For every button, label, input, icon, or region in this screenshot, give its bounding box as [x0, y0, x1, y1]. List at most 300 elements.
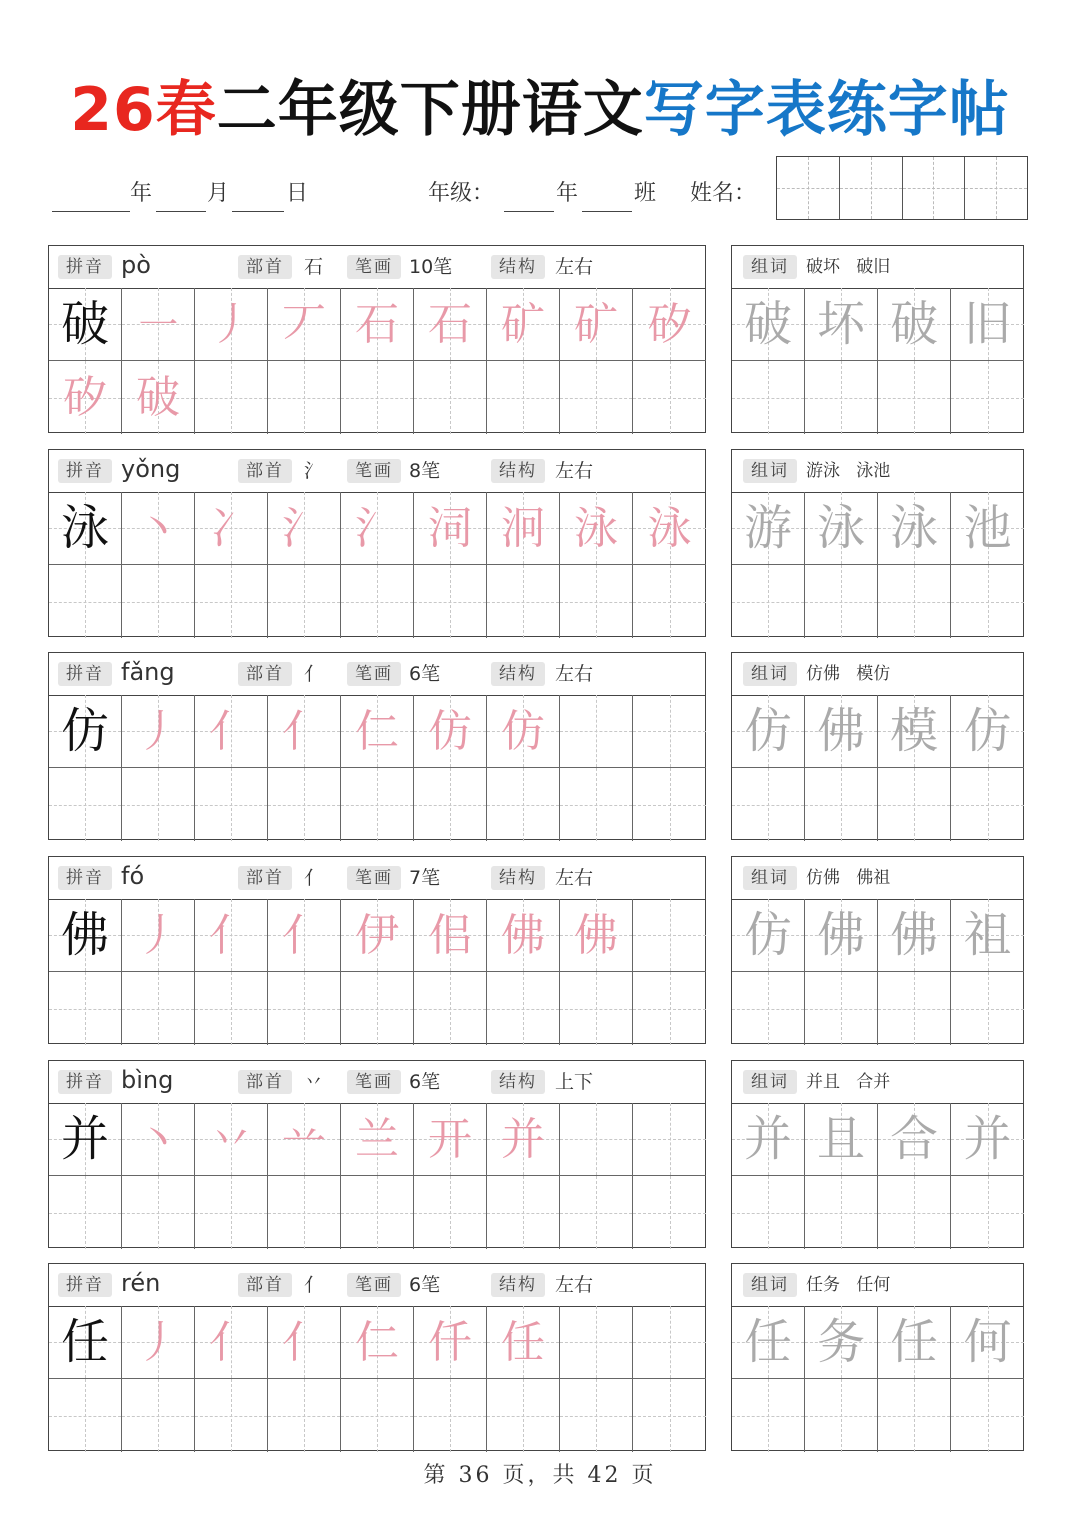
word-practice-cell[interactable] — [878, 361, 951, 434]
stroke-step-character: 䒑 — [282, 1114, 326, 1165]
practice-cell[interactable] — [122, 565, 195, 638]
word-practice-cell[interactable] — [878, 1176, 951, 1249]
practice-cell[interactable] — [195, 695, 268, 768]
char-block-0 — [48, 245, 706, 433]
word-practice-cell[interactable] — [951, 288, 1024, 361]
char-info-header — [49, 1061, 705, 1104]
practice-cell[interactable] — [268, 1176, 341, 1249]
practice-cell[interactable] — [195, 1176, 268, 1249]
day-field[interactable] — [232, 176, 284, 212]
practice-cell[interactable] — [560, 1176, 633, 1249]
radical-tag: 部首 — [238, 866, 292, 890]
pinyin-value: bìng — [121, 1066, 174, 1094]
practice-cell[interactable] — [341, 899, 414, 972]
word-practice-cell[interactable] — [878, 695, 951, 768]
practice-grid — [49, 1103, 705, 1247]
title-suffix: 写字表练字帖 — [643, 75, 1010, 145]
word-trace-character: 务 — [816, 1314, 865, 1370]
word-trace-character: 且 — [816, 1111, 865, 1167]
practice-cell[interactable] — [487, 1103, 560, 1176]
words-tag: 组词 — [743, 255, 797, 279]
practice-cell[interactable] — [341, 1103, 414, 1176]
practice-cell[interactable] — [268, 288, 341, 361]
practice-cell[interactable] — [49, 695, 122, 768]
year-label: 年 — [130, 181, 153, 206]
char-block-1 — [48, 449, 706, 637]
word-practice-cell[interactable] — [951, 361, 1024, 434]
practice-cell[interactable] — [414, 972, 487, 1045]
month-field[interactable] — [156, 176, 206, 212]
word-practice-cell[interactable] — [805, 1306, 878, 1379]
practice-cell[interactable] — [268, 1379, 341, 1452]
word-block-2 — [731, 652, 1024, 840]
practice-cell[interactable] — [633, 361, 706, 434]
strokes-tag: 笔画 — [347, 662, 401, 686]
practice-cell[interactable] — [49, 565, 122, 638]
words-value: 游泳 泳池 — [806, 461, 891, 481]
word-trace-character: 模 — [889, 703, 938, 759]
practice-cell[interactable] — [49, 1306, 122, 1379]
strokes-value: 8笔 — [409, 460, 441, 482]
word-trace-character: 游 — [743, 500, 792, 556]
practice-cell[interactable] — [341, 768, 414, 841]
practice-cell[interactable] — [122, 768, 195, 841]
stroke-step-character: 亻 — [209, 1317, 253, 1368]
word-practice-cell[interactable] — [878, 492, 951, 565]
practice-grid — [49, 492, 705, 636]
word-practice-cell[interactable] — [878, 1379, 951, 1452]
practice-cell[interactable] — [560, 1306, 633, 1379]
practice-cell[interactable] — [633, 565, 706, 638]
practice-cell[interactable] — [195, 565, 268, 638]
structure-tag: 结构 — [491, 459, 545, 483]
practice-cell[interactable] — [341, 288, 414, 361]
practice-cell[interactable] — [49, 1379, 122, 1452]
radical-tag: 部首 — [238, 1273, 292, 1297]
model-character: 泳 — [60, 500, 109, 556]
word-practice-cell[interactable] — [951, 492, 1024, 565]
word-practice-cell[interactable] — [805, 1176, 878, 1249]
stroke-step-character: 仿 — [501, 706, 545, 757]
practice-cell[interactable] — [49, 972, 122, 1045]
practice-cell[interactable] — [560, 1103, 633, 1176]
word-practice-cell[interactable] — [878, 768, 951, 841]
word-trace-character: 祖 — [963, 907, 1012, 963]
grade-label: 年级： — [428, 181, 495, 206]
practice-cell[interactable] — [414, 695, 487, 768]
practice-cell[interactable] — [195, 361, 268, 434]
practice-cell[interactable] — [633, 1379, 706, 1452]
practice-cell[interactable] — [414, 288, 487, 361]
practice-cell[interactable] — [122, 1176, 195, 1249]
name-box[interactable] — [776, 156, 1028, 220]
word-trace-character: 仿 — [743, 703, 792, 759]
practice-cell[interactable] — [341, 361, 414, 434]
word-trace-character: 何 — [963, 1314, 1012, 1370]
word-header — [732, 1264, 1023, 1307]
practice-cell[interactable] — [487, 768, 560, 841]
word-trace-character: 佛 — [816, 703, 865, 759]
model-character: 佛 — [60, 907, 109, 963]
practice-cell[interactable] — [195, 1103, 268, 1176]
stroke-step-character: 矽 — [647, 299, 692, 350]
word-practice-cell[interactable] — [878, 972, 951, 1045]
word-practice-grid — [732, 492, 1023, 636]
practice-cell[interactable] — [122, 899, 195, 972]
practice-cell[interactable] — [487, 492, 560, 565]
practice-cell[interactable] — [633, 1176, 706, 1249]
class-field[interactable] — [582, 176, 632, 212]
practice-cell[interactable] — [268, 1306, 341, 1379]
stroke-step-character: 仁 — [355, 706, 399, 757]
practice-cell[interactable] — [122, 695, 195, 768]
grade-field[interactable] — [504, 176, 554, 212]
word-practice-cell[interactable] — [878, 1306, 951, 1379]
stroke-step-character: 石 — [355, 299, 399, 350]
word-practice-grid — [732, 1103, 1023, 1247]
word-practice-cell[interactable] — [951, 1379, 1024, 1452]
char-block-2 — [48, 652, 706, 840]
stroke-step-character: 亻 — [282, 706, 326, 757]
word-trace-character: 泳 — [816, 500, 865, 556]
word-practice-cell[interactable] — [732, 1103, 805, 1176]
word-practice-cell[interactable] — [805, 695, 878, 768]
pinyin-value: rén — [121, 1269, 161, 1297]
stroke-step-character: 泂 — [501, 503, 545, 554]
structure-value: 左右 — [555, 1274, 594, 1296]
stroke-step-character: 任 — [501, 1317, 545, 1368]
words-value: 仿佛 佛祖 — [806, 868, 891, 888]
word-practice-cell[interactable] — [951, 972, 1024, 1045]
word-header — [732, 450, 1023, 493]
char-block-5 — [48, 1263, 706, 1451]
practice-cell[interactable] — [487, 1379, 560, 1452]
word-block-0 — [731, 245, 1024, 433]
practice-cell[interactable] — [633, 899, 706, 972]
word-practice-cell[interactable] — [732, 288, 805, 361]
practice-cell[interactable] — [560, 492, 633, 565]
stroke-step-character: 氵 — [282, 503, 326, 554]
practice-cell[interactable] — [341, 972, 414, 1045]
structure-value: 左右 — [555, 256, 594, 278]
word-practice-cell[interactable] — [805, 1103, 878, 1176]
practice-cell[interactable] — [487, 899, 560, 972]
page-footer: 第 36 页，共 42 页 — [423, 1463, 657, 1488]
practice-cell[interactable] — [268, 695, 341, 768]
practice-cell[interactable] — [195, 1379, 268, 1452]
stroke-step-character: 并 — [501, 1114, 545, 1165]
practice-cell[interactable] — [122, 492, 195, 565]
word-practice-cell[interactable] — [951, 899, 1024, 972]
stroke-step-character: 佛 — [501, 910, 545, 961]
practice-cell[interactable] — [122, 1379, 195, 1452]
stroke-step-character: 丿 — [136, 1317, 180, 1368]
word-practice-cell[interactable] — [805, 288, 878, 361]
word-block-5 — [731, 1263, 1024, 1451]
practice-cell[interactable] — [122, 972, 195, 1045]
word-trace-character: 仿 — [963, 703, 1012, 759]
practice-cell[interactable] — [414, 492, 487, 565]
words-tag: 组词 — [743, 1070, 797, 1094]
practice-cell[interactable] — [195, 492, 268, 565]
word-practice-cell[interactable] — [732, 565, 805, 638]
practice-cell[interactable] — [560, 899, 633, 972]
word-practice-cell[interactable] — [951, 1306, 1024, 1379]
word-practice-cell[interactable] — [805, 1379, 878, 1452]
word-practice-cell[interactable] — [732, 1379, 805, 1452]
practice-cell[interactable] — [487, 972, 560, 1045]
practice-cell[interactable] — [195, 288, 268, 361]
pinyin-tag: 拼音 — [58, 662, 112, 686]
structure-tag: 结构 — [491, 255, 545, 279]
char-block-3 — [48, 856, 706, 1044]
words-tag: 组词 — [743, 459, 797, 483]
word-practice-cell[interactable] — [878, 1103, 951, 1176]
practice-cell[interactable] — [268, 768, 341, 841]
word-practice-cell[interactable] — [951, 695, 1024, 768]
word-practice-grid — [732, 1306, 1023, 1450]
word-trace-character: 任 — [743, 1314, 792, 1370]
strokes-value: 10笔 — [409, 256, 453, 278]
practice-cell[interactable] — [122, 1103, 195, 1176]
stroke-step-character: 冫 — [209, 503, 253, 554]
practice-cell[interactable] — [341, 1176, 414, 1249]
word-practice-grid — [732, 288, 1023, 432]
pinyin-tag: 拼音 — [58, 1273, 112, 1297]
practice-cell[interactable] — [633, 768, 706, 841]
structure-value: 左右 — [555, 867, 594, 889]
practice-cell[interactable] — [341, 1379, 414, 1452]
practice-cell[interactable] — [414, 768, 487, 841]
word-practice-cell[interactable] — [732, 1176, 805, 1249]
name-label: 姓名： — [690, 181, 757, 206]
practice-cell[interactable] — [49, 492, 122, 565]
day-label: 日 — [286, 181, 309, 206]
stroke-step-character: 丶 — [136, 1114, 180, 1165]
practice-cell[interactable] — [341, 695, 414, 768]
practice-cell[interactable] — [560, 768, 633, 841]
model-character: 破 — [60, 296, 109, 352]
structure-tag: 结构 — [491, 1273, 545, 1297]
stroke-step-character: 丷 — [209, 1114, 253, 1165]
word-practice-cell[interactable] — [805, 899, 878, 972]
practice-cell[interactable] — [633, 1103, 706, 1176]
structure-tag: 结构 — [491, 866, 545, 890]
practice-cell[interactable] — [633, 695, 706, 768]
practice-grid — [49, 695, 705, 839]
word-practice-cell[interactable] — [805, 972, 878, 1045]
practice-cell[interactable] — [560, 565, 633, 638]
practice-cell[interactable] — [487, 695, 560, 768]
practice-cell[interactable] — [49, 288, 122, 361]
stroke-step-character: 泳 — [574, 503, 618, 554]
word-block-4 — [731, 1060, 1024, 1248]
word-block-1 — [731, 449, 1024, 637]
words-tag: 组词 — [743, 1273, 797, 1297]
stroke-step-character: 矽 — [63, 372, 107, 423]
structure-tag: 结构 — [491, 1070, 545, 1094]
stroke-step-character: 仁 — [355, 1317, 399, 1368]
words-value: 破坏 破旧 — [806, 257, 891, 277]
practice-cell[interactable] — [560, 288, 633, 361]
practice-cell[interactable] — [268, 1103, 341, 1176]
word-trace-character: 佛 — [816, 907, 865, 963]
practice-cell[interactable] — [560, 1379, 633, 1452]
word-practice-cell[interactable] — [732, 695, 805, 768]
practice-cell[interactable] — [487, 565, 560, 638]
practice-cell[interactable] — [49, 1103, 122, 1176]
words-tag: 组词 — [743, 866, 797, 890]
structure-value: 上下 — [555, 1071, 594, 1093]
radical-tag: 部首 — [238, 1070, 292, 1094]
practice-cell[interactable] — [487, 1176, 560, 1249]
word-practice-cell[interactable] — [805, 768, 878, 841]
word-header — [732, 653, 1023, 696]
model-character: 仿 — [60, 703, 109, 759]
char-block-4 — [48, 1060, 706, 1248]
practice-cell[interactable] — [633, 1306, 706, 1379]
word-practice-cell[interactable] — [878, 565, 951, 638]
words-value: 任务 任何 — [806, 1275, 891, 1295]
stroke-step-character: 佛 — [574, 910, 618, 961]
year-field[interactable] — [52, 176, 130, 212]
practice-cell[interactable] — [49, 768, 122, 841]
practice-cell[interactable] — [341, 492, 414, 565]
word-practice-cell[interactable] — [951, 1103, 1024, 1176]
practice-cell[interactable] — [268, 361, 341, 434]
practice-cell[interactable] — [414, 1306, 487, 1379]
practice-cell[interactable] — [487, 288, 560, 361]
pinyin-tag: 拼音 — [58, 459, 112, 483]
radical-tag: 部首 — [238, 459, 292, 483]
practice-cell[interactable] — [195, 899, 268, 972]
word-trace-character: 池 — [963, 500, 1012, 556]
stroke-step-character: 仟 — [428, 1317, 472, 1368]
word-practice-cell[interactable] — [805, 492, 878, 565]
practice-cell[interactable] — [341, 565, 414, 638]
title-prefix: 26春 — [70, 75, 217, 145]
practice-cell[interactable] — [633, 288, 706, 361]
pinyin-value: pò — [121, 251, 151, 279]
practice-cell[interactable] — [49, 361, 122, 434]
stroke-step-character: 丶 — [136, 503, 180, 554]
stroke-step-character: 仿 — [428, 706, 472, 757]
word-trace-character: 任 — [889, 1314, 938, 1370]
word-trace-character: 破 — [743, 296, 792, 352]
strokes-tag: 笔画 — [347, 1273, 401, 1297]
stroke-step-character: 亻 — [282, 1317, 326, 1368]
practice-cell[interactable] — [414, 565, 487, 638]
stroke-step-character: 伊 — [355, 910, 399, 961]
word-practice-cell[interactable] — [878, 899, 951, 972]
stroke-step-character: 破 — [136, 372, 180, 423]
radical-value: 氵 — [304, 460, 324, 482]
practice-grid — [49, 1306, 705, 1450]
practice-cell[interactable] — [414, 899, 487, 972]
word-practice-cell[interactable] — [732, 1306, 805, 1379]
practice-cell[interactable] — [122, 288, 195, 361]
practice-cell[interactable] — [560, 972, 633, 1045]
word-trace-character: 仿 — [743, 907, 792, 963]
practice-cell[interactable] — [633, 972, 706, 1045]
practice-cell[interactable] — [195, 768, 268, 841]
practice-cell[interactable] — [268, 899, 341, 972]
words-value: 并且 合并 — [806, 1072, 891, 1092]
word-trace-character: 并 — [743, 1111, 792, 1167]
practice-cell[interactable] — [487, 1306, 560, 1379]
practice-cell[interactable] — [195, 1306, 268, 1379]
word-trace-character: 佛 — [889, 907, 938, 963]
word-practice-cell[interactable] — [805, 565, 878, 638]
words-value: 仿佛 模仿 — [806, 664, 891, 684]
practice-cell[interactable] — [414, 1103, 487, 1176]
word-practice-cell[interactable] — [878, 288, 951, 361]
word-practice-cell[interactable] — [732, 899, 805, 972]
practice-cell[interactable] — [560, 695, 633, 768]
word-trace-character: 坏 — [816, 296, 865, 352]
strokes-value: 6笔 — [409, 1274, 441, 1296]
practice-cell[interactable] — [268, 492, 341, 565]
word-header — [732, 1061, 1023, 1104]
practice-cell[interactable] — [195, 972, 268, 1045]
stroke-step-character: 亻 — [209, 910, 253, 961]
practice-cell[interactable] — [487, 361, 560, 434]
radical-value: 亻 — [304, 663, 324, 685]
word-practice-cell[interactable] — [732, 361, 805, 434]
char-info-header — [49, 1264, 705, 1307]
word-practice-cell[interactable] — [732, 972, 805, 1045]
page-title — [0, 72, 1080, 148]
strokes-tag: 笔画 — [347, 255, 401, 279]
practice-cell[interactable] — [633, 492, 706, 565]
word-trace-character: 破 — [889, 296, 938, 352]
model-character: 并 — [60, 1111, 109, 1167]
char-info-header — [49, 246, 705, 289]
word-practice-cell[interactable] — [951, 768, 1024, 841]
pinyin-tag: 拼音 — [58, 255, 112, 279]
word-practice-cell[interactable] — [805, 361, 878, 434]
practice-cell[interactable] — [414, 361, 487, 434]
word-practice-cell[interactable] — [951, 1176, 1024, 1249]
practice-grid — [49, 288, 705, 432]
words-tag: 组词 — [743, 662, 797, 686]
stroke-step-character: 开 — [428, 1114, 472, 1165]
word-header — [732, 246, 1023, 289]
strokes-value: 7笔 — [409, 867, 441, 889]
grade-year-label: 年 — [556, 181, 579, 206]
practice-cell[interactable] — [122, 361, 195, 434]
word-practice-cell[interactable] — [732, 768, 805, 841]
title-middle: 二年级下册语文 — [216, 75, 644, 145]
practice-cell[interactable] — [341, 1306, 414, 1379]
practice-cell[interactable] — [122, 1306, 195, 1379]
stroke-step-character: 兰 — [355, 1114, 399, 1165]
practice-cell[interactable] — [414, 1379, 487, 1452]
char-info-header — [49, 653, 705, 696]
practice-cell[interactable] — [49, 899, 122, 972]
practice-cell[interactable] — [49, 1176, 122, 1249]
practice-cell[interactable] — [268, 972, 341, 1045]
word-practice-cell[interactable] — [951, 565, 1024, 638]
practice-cell[interactable] — [414, 1176, 487, 1249]
class-label: 班 — [634, 181, 657, 206]
pinyin-value: fǎng — [121, 658, 175, 686]
word-block-3 — [731, 856, 1024, 1044]
practice-cell[interactable] — [560, 361, 633, 434]
practice-cell[interactable] — [268, 565, 341, 638]
pinyin-tag: 拼音 — [58, 1070, 112, 1094]
word-practice-cell[interactable] — [732, 492, 805, 565]
